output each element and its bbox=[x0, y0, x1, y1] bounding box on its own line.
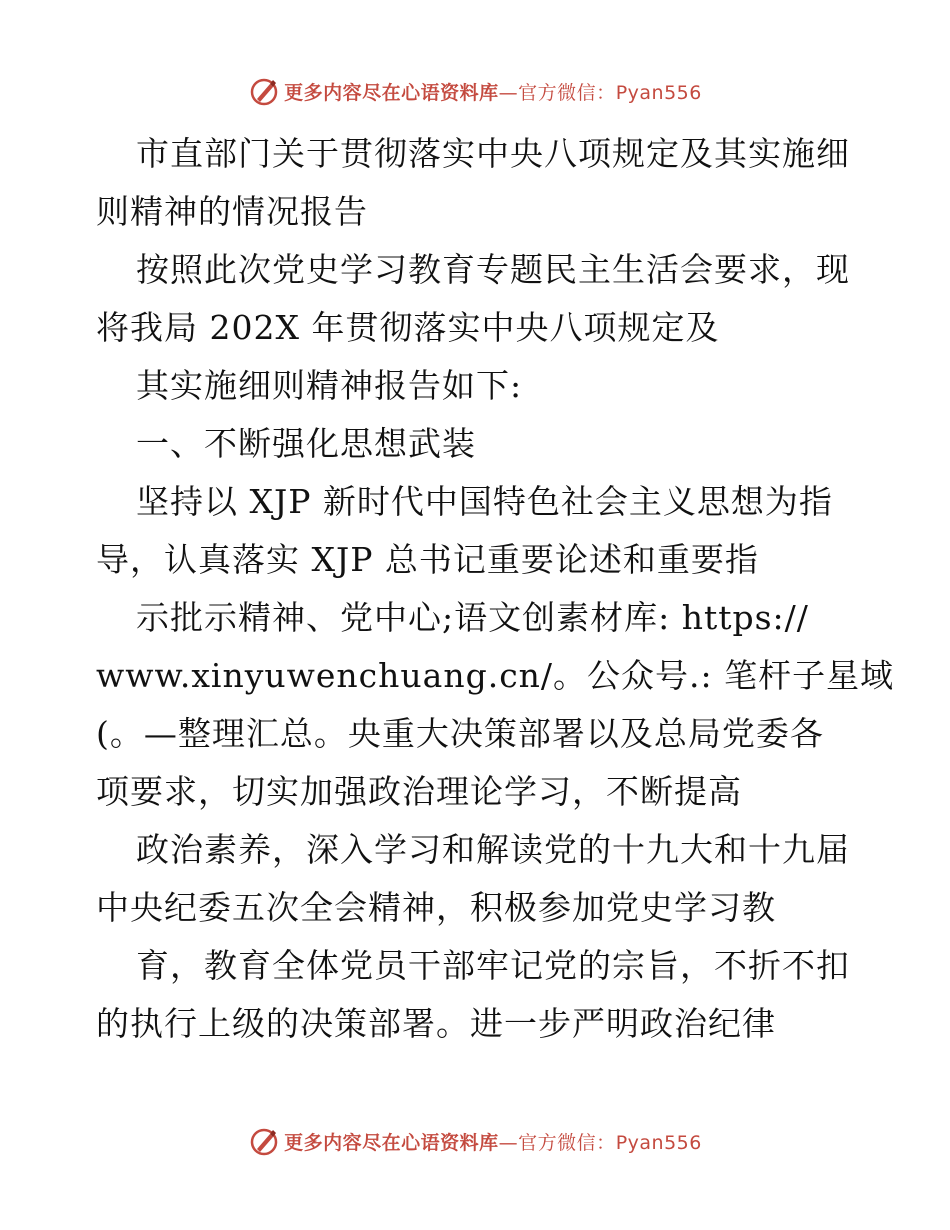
watermark-text: 更多内容尽在心语资料库—官方微信：Pyan556 bbox=[284, 81, 702, 104]
text-line: 按照此次党史学习教育专题民主生活会要求，现 bbox=[136, 250, 850, 289]
text-line: 将我局 202X 年贯彻落实中央八项规定及 bbox=[96, 308, 720, 347]
text-line: 项要求，切实加强政治理论学习，不断提高 bbox=[96, 772, 742, 811]
pen-logo-icon bbox=[248, 75, 280, 107]
text-line: 示批示精神、党中心;语文创素材库: https:// bbox=[136, 598, 809, 637]
footer-watermark bbox=[0, 1121, 950, 1161]
watermark-text: 更多内容尽在心语资料库—官方微信：Pyan556 bbox=[284, 1131, 702, 1154]
header-watermark bbox=[0, 71, 950, 111]
text-line: (。—整理汇总。央重大决策部署以及总局党委各 bbox=[96, 714, 824, 753]
document-body bbox=[96, 125, 895, 1053]
text-line: 的执行上级的决策部署。进一步严明政治纪律 bbox=[96, 1004, 776, 1043]
text-line: 坚持以 XJP 新时代中国特色社会主义思想为指 bbox=[136, 482, 833, 521]
pen-logo-icon bbox=[248, 1125, 280, 1157]
text-line: 导，认真落实 XJP 总书记重要论述和重要指 bbox=[96, 540, 759, 579]
text-line: 市直部门关于贯彻落实中央八项规定及其实施细 bbox=[136, 134, 850, 173]
section-heading: 一、不断强化思想武装 bbox=[136, 424, 476, 463]
text-line: 其实施细则精神报告如下: bbox=[136, 366, 523, 405]
text-line: www.xinyuwenchuang.cn/。公众号.: 笔杆子星域 bbox=[96, 656, 895, 695]
text-line: 中央纪委五次全会精神，积极参加党史学习教 bbox=[96, 888, 776, 927]
text-line: 则精神的情况报告 bbox=[96, 192, 368, 231]
text-line: 育，教育全体党员干部牢记党的宗旨，不折不扣 bbox=[136, 946, 850, 985]
text-line: 政治素养，深入学习和解读党的十九大和十九届 bbox=[136, 830, 850, 869]
